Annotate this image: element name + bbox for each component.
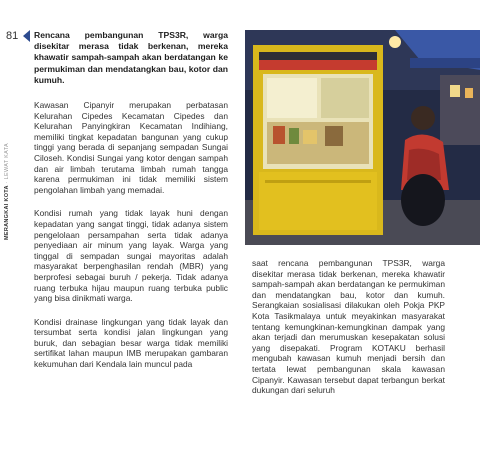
page-number: 81 xyxy=(6,30,19,42)
body-paragraph-3: Kondisi drainase lingkungan yang tidak layak dan tersumbat serta kondisi jalan lingkungan yang buruk, dan sebagian besar warga tidak memiliki sertifikat lahan maupun IMB merupakan gambaran kekumuhan dari Kendala lain muncul pada xyxy=(34,316,228,370)
street-kiosk-photo xyxy=(245,30,480,245)
photo-illustration xyxy=(245,30,480,245)
side-label-subtitle: · LEWAT KATA xyxy=(4,143,10,186)
side-label xyxy=(4,143,10,240)
page-marker-arrow xyxy=(23,30,30,42)
left-column xyxy=(34,30,228,383)
body-paragraph-2: Kondisi rumah yang tidak layak huni dengan kepadatan yang sangat tinggi, tidak adanya sistem pengelolaan persampahan serta tidak adanya penyediaan air minum yang layak. Warga yang tinggal di sempadan sungai mayoritas adalah masyarakat berpenghasilan rendah (MBR) yang berprofesi sebagai buruh / pekerja. Tidak adanya ruang terbuka hijau maupun ruang terbuka public yang bisa dinikmati warga. xyxy=(34,208,228,304)
body-paragraph-1: Kawasan Cipanyir merupakan perbatasan Kelurahan Cipedes Kecamatan Cipedes dan Kelurahan Panyingkiran Kecamatan Indihiang, memiliki tingkat kepadatan bangunan yang cukup tinggi yang berada di sepanjang sempadan Sungai Ciloseh. Kondisi Sungai yang kotor dengan sampah dan air limbah terutama limbah rumah tangga karena permukiman ini tidak memiliki sistem pengolahan limbah yang memadai. xyxy=(34,100,228,195)
side-label-title: MERANGKAI KOTA xyxy=(4,185,10,240)
lead-quote: Rencana pembangunan TPS3R, warga disekitar merasa tidak berkenan, mereka khawatir sampah-sampah akan berdatangan ke permukiman dan mendatangkan bau, kotor dan kumuh. xyxy=(34,30,228,85)
body-paragraph-continued: saat rencana pembangunan TPS3R, warga disekitar merasa tidak berkenan, mereka khawatir sampah-sampah akan berdatangan ke permukiman dan mendatangkan bau, kotor dan kumuh. Serangkaian sosialisasi dilakukan oleh Pokja PKP Kota Tasikmalaya untuk meyakinkan masyarakat tentang kemungkinan-kemungkinan dampak yang akan terjadi dan merumuskan kesepakatan solusi yang disepakati. Program KOTAKU berhasil mengubah kawasan kumuh menjadi bersih dan tertata lewat pembangunan skala kawasan Cipanyir. Kawasan tersebut dapat terbangun berkat dukungan dari seluruh xyxy=(252,258,445,396)
right-column xyxy=(252,258,445,409)
